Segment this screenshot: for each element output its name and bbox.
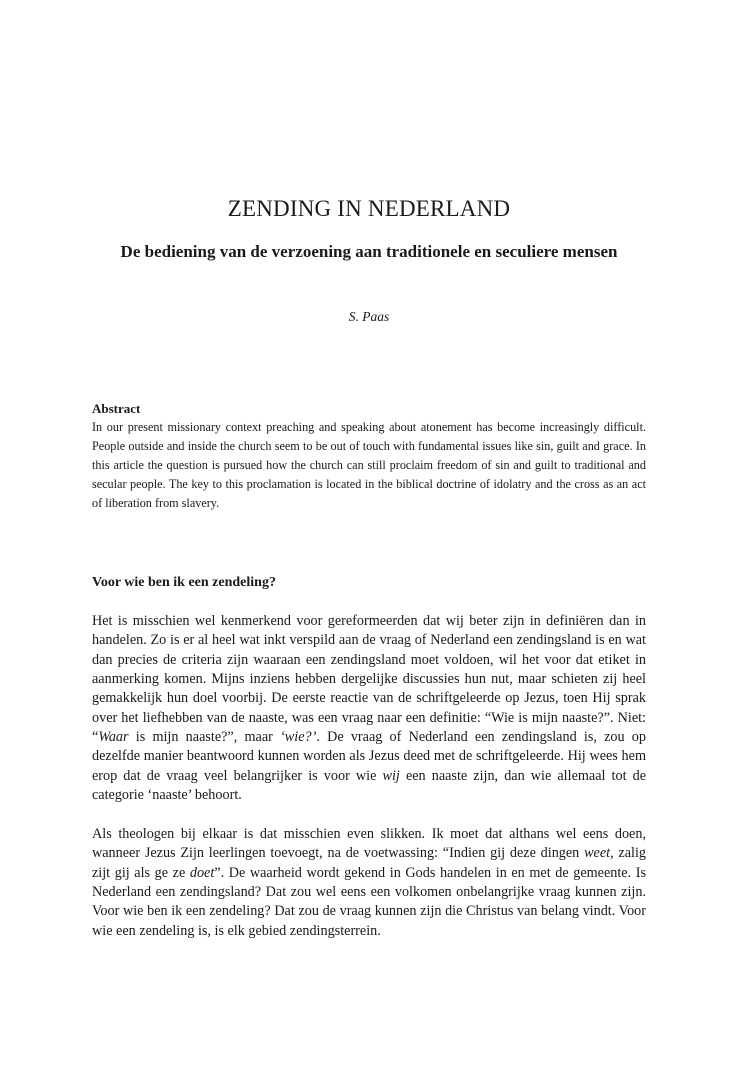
abstract-heading: Abstract bbox=[92, 401, 141, 416]
abstract bbox=[92, 399, 646, 513]
paragraph-1 bbox=[92, 612, 646, 805]
article-title: ZENDING IN NEDERLAND bbox=[227, 196, 511, 221]
paragraph-2-text-a: Als theologen bij elkaar is dat misschien even slikken. Ik moet dat althans wel eens doen, wanneer Jezus Zijn leerlingen toevoegt, na de voetwassing: “Indien gij deze dingen bbox=[92, 825, 646, 862]
paragraph-1-emphasis-waar: Waar bbox=[98, 729, 129, 746]
paragraph-1-emphasis-wij: wij bbox=[382, 767, 400, 784]
paragraph-2-text-c: , zalig zijt gij als ge ze bbox=[92, 845, 646, 881]
section bbox=[92, 573, 646, 960]
paragraph-1-text-c: is mijn naaste?”, maar bbox=[128, 729, 281, 746]
paragraph-1-text-a: Het is misschien wel kenmerkend voor gereformeerden dat wij beter zijn in definiëren dan in handelen. Zo is er al heel wat inkt verspild aan de vraag of Nederland een zendingsland is en wat dan precies de criteria zijn waaraan een zendingsland moet voldoen, wil het voor dat etiket in aanmerking komen. Mijns inziens hebben dergelijke discussies hun nut, maar schieten zij heel gemakkelijk hun doel voorbij. De eerste reactie van de schriftgeleerde op Jezus, toen Hij sprak over het liefhebben van de naaste, was een vraag naar een definitie: “Wie is mijn naaste?”. Niet: “ bbox=[92, 613, 646, 746]
paragraph-1-text-g: een naaste zijn, dan wie allemaal tot de categorie ‘naaste’ behoort. bbox=[92, 767, 647, 804]
paragraph-1-text-e: . De vraag of Nederland een zendingsland is, zou op dezelfde manier beantwoord kunnen worden als Jezus deed met de schriftgeleerde. Hij wees hem erop dat de vraag veel belangrijker is voor wie bbox=[92, 729, 646, 784]
paragraph-2-emphasis-weet: weet bbox=[584, 845, 611, 862]
abstract-text: In our present missionary context preaching and speaking about atonement has become increasingly difficult. People outside and inside the church seem to be out of touch with fundamental issues like sin, guilt and grace. In this article the question is pursued how the church can still proclaim freedom of sin and guilt to traditional and secular people. The key to this proclamation is located in the biblical doctrine of idolatry and the cross as an act of liberation from slavery. bbox=[92, 420, 646, 511]
article-author: S. Paas bbox=[348, 309, 390, 324]
article-subtitle: De bediening van de verzoening aan traditionele en seculiere mensen bbox=[120, 242, 618, 261]
paragraph-2-emphasis-doet: doet bbox=[189, 864, 215, 881]
paragraph-2 bbox=[92, 825, 646, 941]
paragraph-1-emphasis-wie: ‘wie?’ bbox=[280, 729, 317, 746]
paragraph-2-text-e: ”. De waarheid wordt gekend in Gods handelen in en met de gemeente. Is Nederland een zendingsland? Dat zou wel eens een volkomen onbelangrijke vraag kunnen zijn. Voor wie ben ik een zendeling? Dat zou de vraag kunnen zijn die Christus van belang vindt. Voor wie een zendeling is, is elk gebied zendingsterrein. bbox=[92, 864, 646, 939]
section-heading: Voor wie ben ik een zendeling? bbox=[92, 575, 276, 590]
